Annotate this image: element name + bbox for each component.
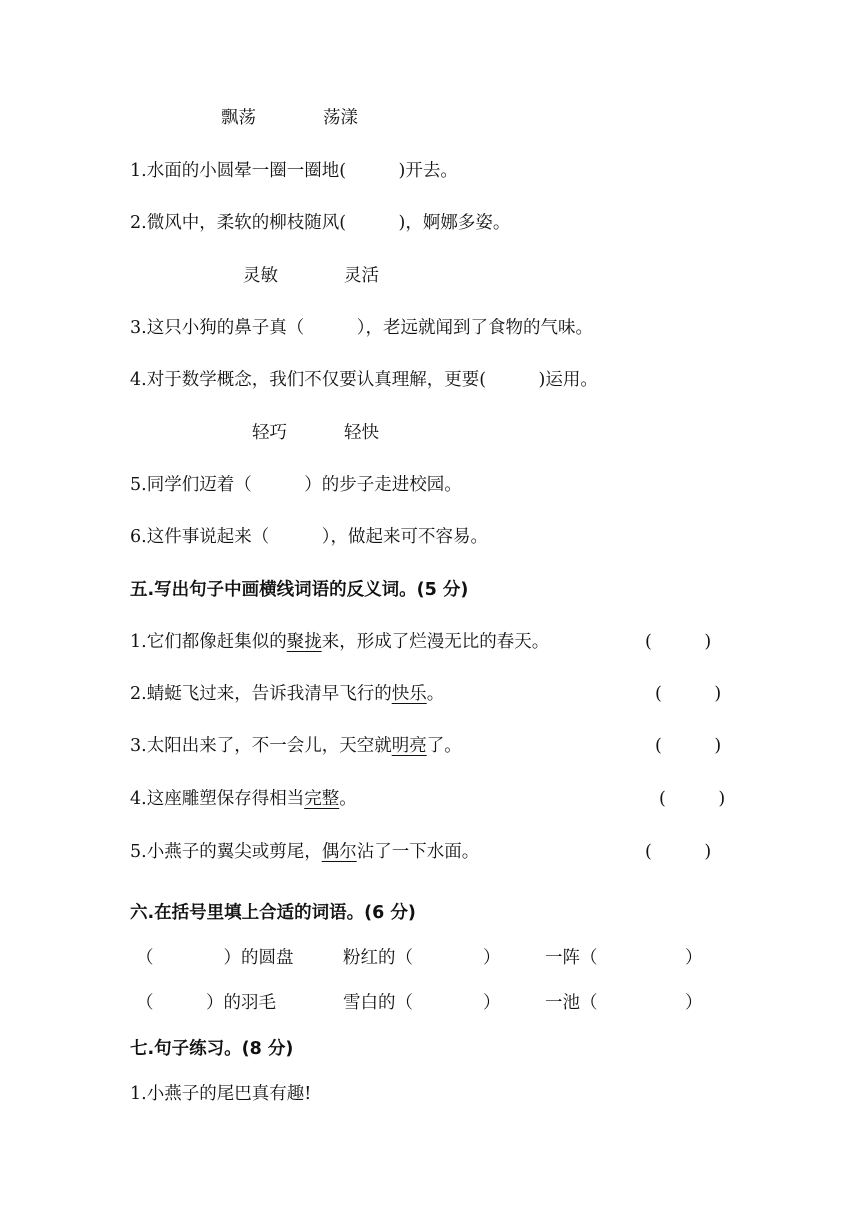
question-4-3: 3.这只小狗的鼻子真（ ），老远就闻到了食物的气味。	[130, 318, 593, 338]
answer-paren-5-4: ( )	[659, 789, 726, 809]
answer-paren-5-2: ( )	[655, 684, 722, 704]
question-4-1: 1.水面的小圆晕一圈一圈地( )开去。	[130, 161, 458, 181]
answer-paren-5-3: ( )	[655, 736, 722, 756]
question-4-5: 5.同学们迈着（ ）的步子走进校园。	[130, 475, 462, 495]
question-5-3: 3.太阳出来了，不一会儿，天空就明亮了。	[130, 736, 462, 756]
underlined-word: 聚拢	[286, 632, 322, 652]
question-5-5: 5.小燕子的翼尖或剪尾，偶尔沾了一下水面。	[130, 842, 480, 862]
fill-6-6: 一池（ ）	[545, 993, 703, 1013]
section-7-title: 七.句子练习。(8 分)	[130, 1039, 294, 1059]
underlined-word: 快乐	[391, 684, 427, 704]
section-6-title: 六.在括号里填上合适的词语。(6 分)	[130, 903, 416, 923]
fill-6-1: （ ）的圆盘	[136, 948, 294, 968]
word-choice-2b: 灵活	[344, 266, 379, 286]
word-choice-1a: 飘荡	[221, 108, 256, 128]
fill-6-3: 一阵（ ）	[545, 948, 703, 968]
question-5-4: 4.这座雕塑保存得相当完整。	[130, 789, 357, 809]
question-7-1: 1.小燕子的尾巴真有趣!	[130, 1084, 312, 1104]
word-choice-3a: 轻巧	[252, 423, 287, 443]
underlined-word: 明亮	[391, 736, 427, 756]
word-choice-1b: 荡漾	[323, 108, 358, 128]
word-choice-2a: 灵敏	[243, 266, 278, 286]
answer-paren-5-1: ( )	[645, 632, 712, 652]
underlined-word: 偶尔	[321, 842, 357, 862]
question-5-1: 1.它们都像赶集似的聚拢来，形成了烂漫无比的春天。	[130, 632, 550, 652]
fill-6-5: 雪白的（ ）	[343, 993, 501, 1013]
question-5-2: 2.蜻蜓飞过来，告诉我清早飞行的快乐。	[130, 684, 445, 704]
question-4-4: 4.对于数学概念，我们不仅要认真理解，更要( )运用。	[130, 370, 598, 390]
fill-6-4: （ ）的羽毛	[136, 993, 276, 1013]
section-5-title: 五.写出句子中画横线词语的反义词。(5 分)	[130, 580, 469, 600]
question-4-6: 6.这件事说起来（ ），做起来可不容易。	[130, 527, 488, 547]
word-choice-3b: 轻快	[344, 423, 379, 443]
question-4-2: 2.微风中，柔软的柳枝随风( )，婀娜多姿。	[130, 213, 511, 233]
underlined-word: 完整	[304, 789, 340, 809]
fill-6-2: 粉红的（ ）	[343, 948, 501, 968]
answer-paren-5-5: ( )	[645, 842, 712, 862]
